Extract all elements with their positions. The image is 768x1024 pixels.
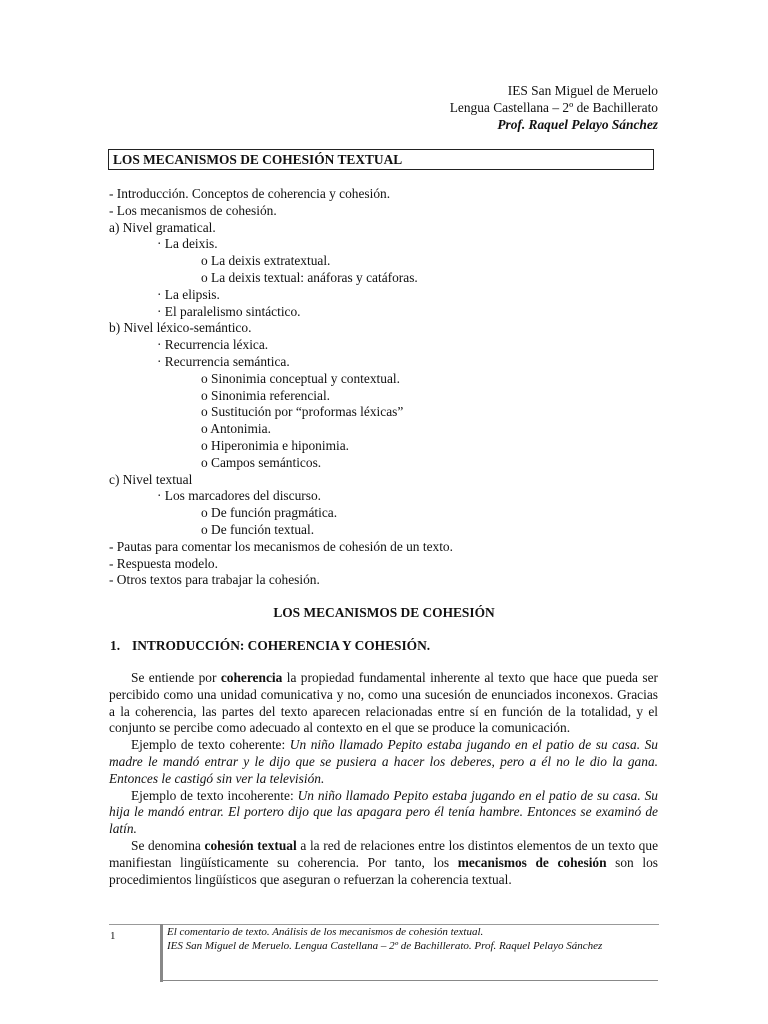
toc-item: - Otros textos para trabajar la cohesión. <box>109 572 320 588</box>
toc-item: o La deixis textual: anáforas y catáforas. <box>201 269 418 285</box>
table-of-contents <box>109 186 669 589</box>
section-heading: LOS MECANISMOS DE COHESIÓN <box>273 605 495 620</box>
page-number: 1 <box>110 930 116 942</box>
toc-item: · La elipsis. <box>157 286 220 302</box>
body-text <box>109 670 658 888</box>
toc-item: o La deixis extratextual. <box>201 253 331 269</box>
toc-item: o Sinonimia referencial. <box>201 387 331 403</box>
toc-item: o Hiperonimia e hiponimia. <box>201 437 350 453</box>
toc-item: o De función textual. <box>201 521 315 537</box>
example-incoherent: Un niño llamado Pepito estaba jugando en el patio de su casa. Su hija le mandó entrar. El portero dijo que las apagara pero él tenía hambre. Entonces se examinó de latín. <box>109 787 658 837</box>
paragraph-example-coherent: Ejemplo de texto coherente: Un niño llamado Pepito estaba jugando en el patio de su casa. Su madre le mandó entrar y le dijo que se pusiera a hacer los deberes, pero a él no le dio la gana. Entonces le castigó sin ver la televisión. <box>109 737 659 786</box>
footer-line-2: IES San Miguel de Meruelo. Lengua Castellana – 2º de Bachillerato. Prof. Raquel Pelayo Sánchez <box>167 939 603 952</box>
footer-text <box>167 926 602 953</box>
term-coherencia: coherencia <box>220 670 283 685</box>
paragraph-cohesion: Se denomina cohesión textual a la red de relaciones entre los distintos elementos de un texto que manifiestan lingüísticamente su coherencia. Por tanto, los mecanismos de cohesión son los procedimientos lingüísticos que aseguran o refuerzan la coherencia textual. <box>109 837 659 887</box>
toc-item: o Antonimia. <box>201 421 271 437</box>
document-title: LOS MECANISMOS DE COHESIÓN TEXTUAL <box>108 149 654 170</box>
footer-bottom-rule <box>160 980 658 981</box>
toc-item: c) Nivel textual <box>109 471 193 487</box>
toc-item: - Pautas para comentar los mecanismos de cohesión de un texto. <box>109 538 453 554</box>
toc-item: o Sinonimia conceptual y contextual. <box>201 370 400 386</box>
toc-item: · Los marcadores del discurso. <box>157 488 321 504</box>
toc-item: o De función pragmática. <box>201 505 338 521</box>
toc-item: - Introducción. Conceptos de coherencia y cohesión. <box>109 186 391 201</box>
footer-line-1: El comentario de texto. Análisis de los mecanismos de cohesión textual. <box>167 926 484 938</box>
paragraph-example-incoherent: Ejemplo de texto incoherente: Un niño llamado Pepito estaba jugando en el patio de su casa. Su hija le mandó entrar. El portero dijo que las apagara pero él tenía hambre. Entonces se examinó de latín. <box>109 787 658 837</box>
toc-item: · Recurrencia semántica. <box>157 353 290 369</box>
term-cohesion-textual: cohesión textual <box>204 837 297 853</box>
school-name: IES San Miguel de Meruelo <box>507 83 658 98</box>
toc-item: o Campos semánticos. <box>201 454 322 470</box>
professor-name: Prof. Raquel Pelayo Sánchez <box>497 117 658 132</box>
toc-item: · El paralelismo sintáctico. <box>157 303 301 319</box>
example-coherent: Un niño llamado Pepito estaba jugando en el patio de su casa. Su madre le mandó entrar y le dijo que se pusiera a hacer los deberes, pero a él no le dio la gana. Entonces le castigó sin ver la televisión. <box>109 737 659 786</box>
course-name: Lengua Castellana – 2º de Bachillerato <box>449 100 658 115</box>
toc-item: - Respuesta modelo. <box>109 555 218 571</box>
section-1-heading <box>110 638 430 655</box>
term-mecanismos-cohesion: mecanismos de cohesión <box>457 854 607 870</box>
footer-vertical-bar <box>160 924 163 982</box>
toc-item: o Sustitución por “proformas léxicas” <box>201 404 404 420</box>
section-1-title: INTRODUCCIÓN: COHERENCIA Y COHESIÓN. <box>132 638 431 653</box>
footer-divider <box>109 924 659 925</box>
toc-item: b) Nivel léxico-semántico. <box>109 320 252 336</box>
document-header <box>450 82 658 133</box>
toc-item: · La deixis. <box>157 236 218 252</box>
paragraph-coherencia: Se entiende por coherencia la propiedad fundamental inherente al texto que hace que pueda ser percibido como una unidad comunicativa y no, como una sucesión de enunciados inconexos. Gracias a la coherencia, las partes del texto aparecen relacionadas entre sí en función de la totalidad, y el conjunto se percibe como adecuado al contexto en el que se produce la comunicación. <box>109 670 658 736</box>
section-1-number: 1. <box>110 638 121 653</box>
toc-item: · Recurrencia léxica. <box>157 337 269 353</box>
toc-item: - Los mecanismos de cohesión. <box>109 202 277 218</box>
toc-item: a) Nivel gramatical. <box>109 219 216 235</box>
